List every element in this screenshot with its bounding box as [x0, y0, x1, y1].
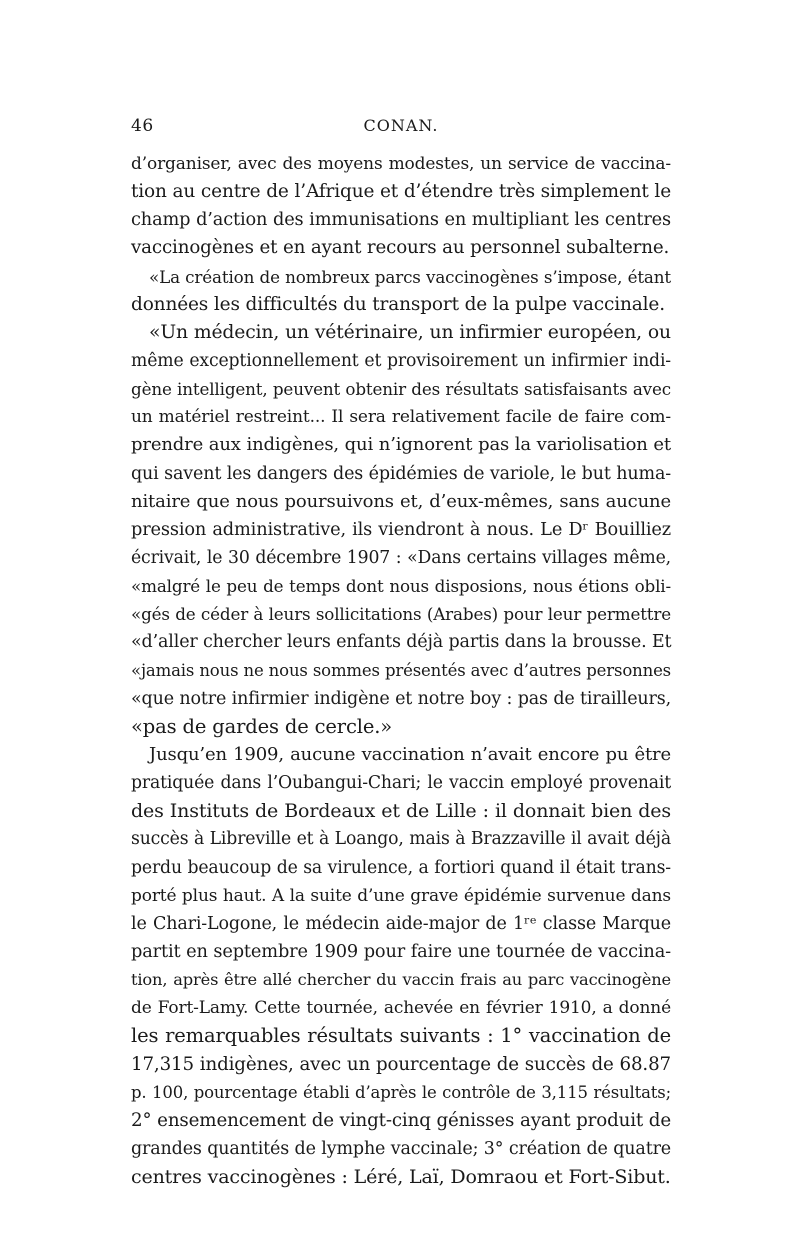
page-number: 46 — [131, 116, 154, 136]
text-line: «pas de gardes de cercle.» — [131, 714, 393, 738]
text-line: le Chari-Logone, le médecin aide-major de 1ʳᵉ classe Marque — [131, 913, 671, 934]
text-line: nitaire que nous poursuivons et, d’eux-mêmes, sans aucune — [131, 490, 671, 512]
text-line: 17,315 indigènes, avec un pourcentage de succès de 68.87 — [131, 1053, 671, 1075]
text-line: succès à Libreville et à Loango, mais à Brazzaville il avait déjà — [131, 829, 671, 850]
text-line: «Un médecin, un vétérinaire, un infirmier européen, ou — [149, 321, 671, 343]
text-line: porté plus haut. A la suite d’une grave épidémie survenue dans — [131, 885, 671, 906]
text-line: de Fort-Lamy. Cette tournée, achevée en février 1910, a donné — [131, 998, 671, 1019]
text-line: grandes quantités de lymphe vaccinale; 3° création de quatre — [131, 1138, 671, 1159]
text-line: «d’aller chercher leurs enfants déjà partis dans la brousse. Et — [131, 632, 672, 653]
text-line: prendre aux indigènes, qui n’ignorent pas la variolisation et — [131, 434, 671, 456]
text-line: champ d’action des immunisations en multipliant les centres — [131, 210, 671, 231]
text-line: «que notre infirmier indigène et notre boy : pas de tirailleurs, — [131, 688, 671, 709]
text-line: un matériel restreint... Il sera relativement facile de faire com- — [131, 407, 671, 428]
text-line: partit en septembre 1909 pour faire une tournée de vaccina- — [131, 941, 671, 962]
text-line: écrivait, le 30 décembre 1907 : «Dans certains villages même, — [131, 547, 671, 568]
text-line: 2° ensemencement de vingt-cinq génisses ayant produit de — [131, 1109, 671, 1131]
running-header — [131, 116, 671, 146]
text-line: des Instituts de Bordeaux et de Lille : il donnait bien des — [131, 800, 671, 823]
text-line: pratiquée dans l’Oubangui-Chari; le vaccin employé provenait — [131, 773, 671, 794]
text-line: d’organiser, avec des moyens modestes, un service de vaccina- — [131, 154, 671, 174]
text-line: gène intelligent, peuvent obtenir des résultats satisfaisants avec — [131, 379, 671, 400]
text-line: qui savent les dangers des épidémies de variole, le but huma- — [131, 463, 671, 484]
text-line: même exceptionnellement et provisoirement un infirmier indi- — [131, 350, 671, 371]
text-line: perdu beaucoup de sa virulence, a fortiori quand il était trans- — [131, 857, 671, 878]
text-line: «jamais nous ne nous sommes présentés avec d’autres personnes — [131, 660, 671, 680]
text-line: données les difficultés du transport de la pulpe vaccinale. — [131, 293, 665, 315]
running-title: CONAN. — [363, 116, 439, 135]
text-line: les remarquables résultats suivants : 1° vaccination de — [131, 1024, 671, 1048]
text-line: pression administrative, ils viendront à nous. Le Dʳ Bouilliez — [131, 519, 671, 540]
text-line: vaccinogènes et en ayant recours au personnel subalterne. — [131, 237, 670, 259]
text-line: p. 100, pourcentage établi d’après le contrôle de 3,115 résultats; — [131, 1082, 671, 1102]
text-line: Jusqu’en 1909, aucune vaccination n’avait encore pu être — [149, 743, 671, 765]
text-line: tion, après être allé chercher du vaccin frais au parc vaccinogène — [131, 970, 671, 990]
text-line: «gés de céder à leurs sollicitations (Arabes) pour leur permettre — [131, 604, 671, 625]
body-text — [131, 150, 671, 1191]
text-line: tion au centre de l’Afrique et d’étendre très simplement le — [131, 181, 671, 203]
text-line: centres vaccinogènes : Léré, Laï, Domraou et Fort-Sibut. — [131, 1166, 671, 1189]
text-line: «malgré le peu de temps dont nous disposions, nous étions obli- — [131, 576, 671, 597]
text-line: «La création de nombreux parcs vaccinogènes s’impose, étant — [149, 266, 671, 287]
